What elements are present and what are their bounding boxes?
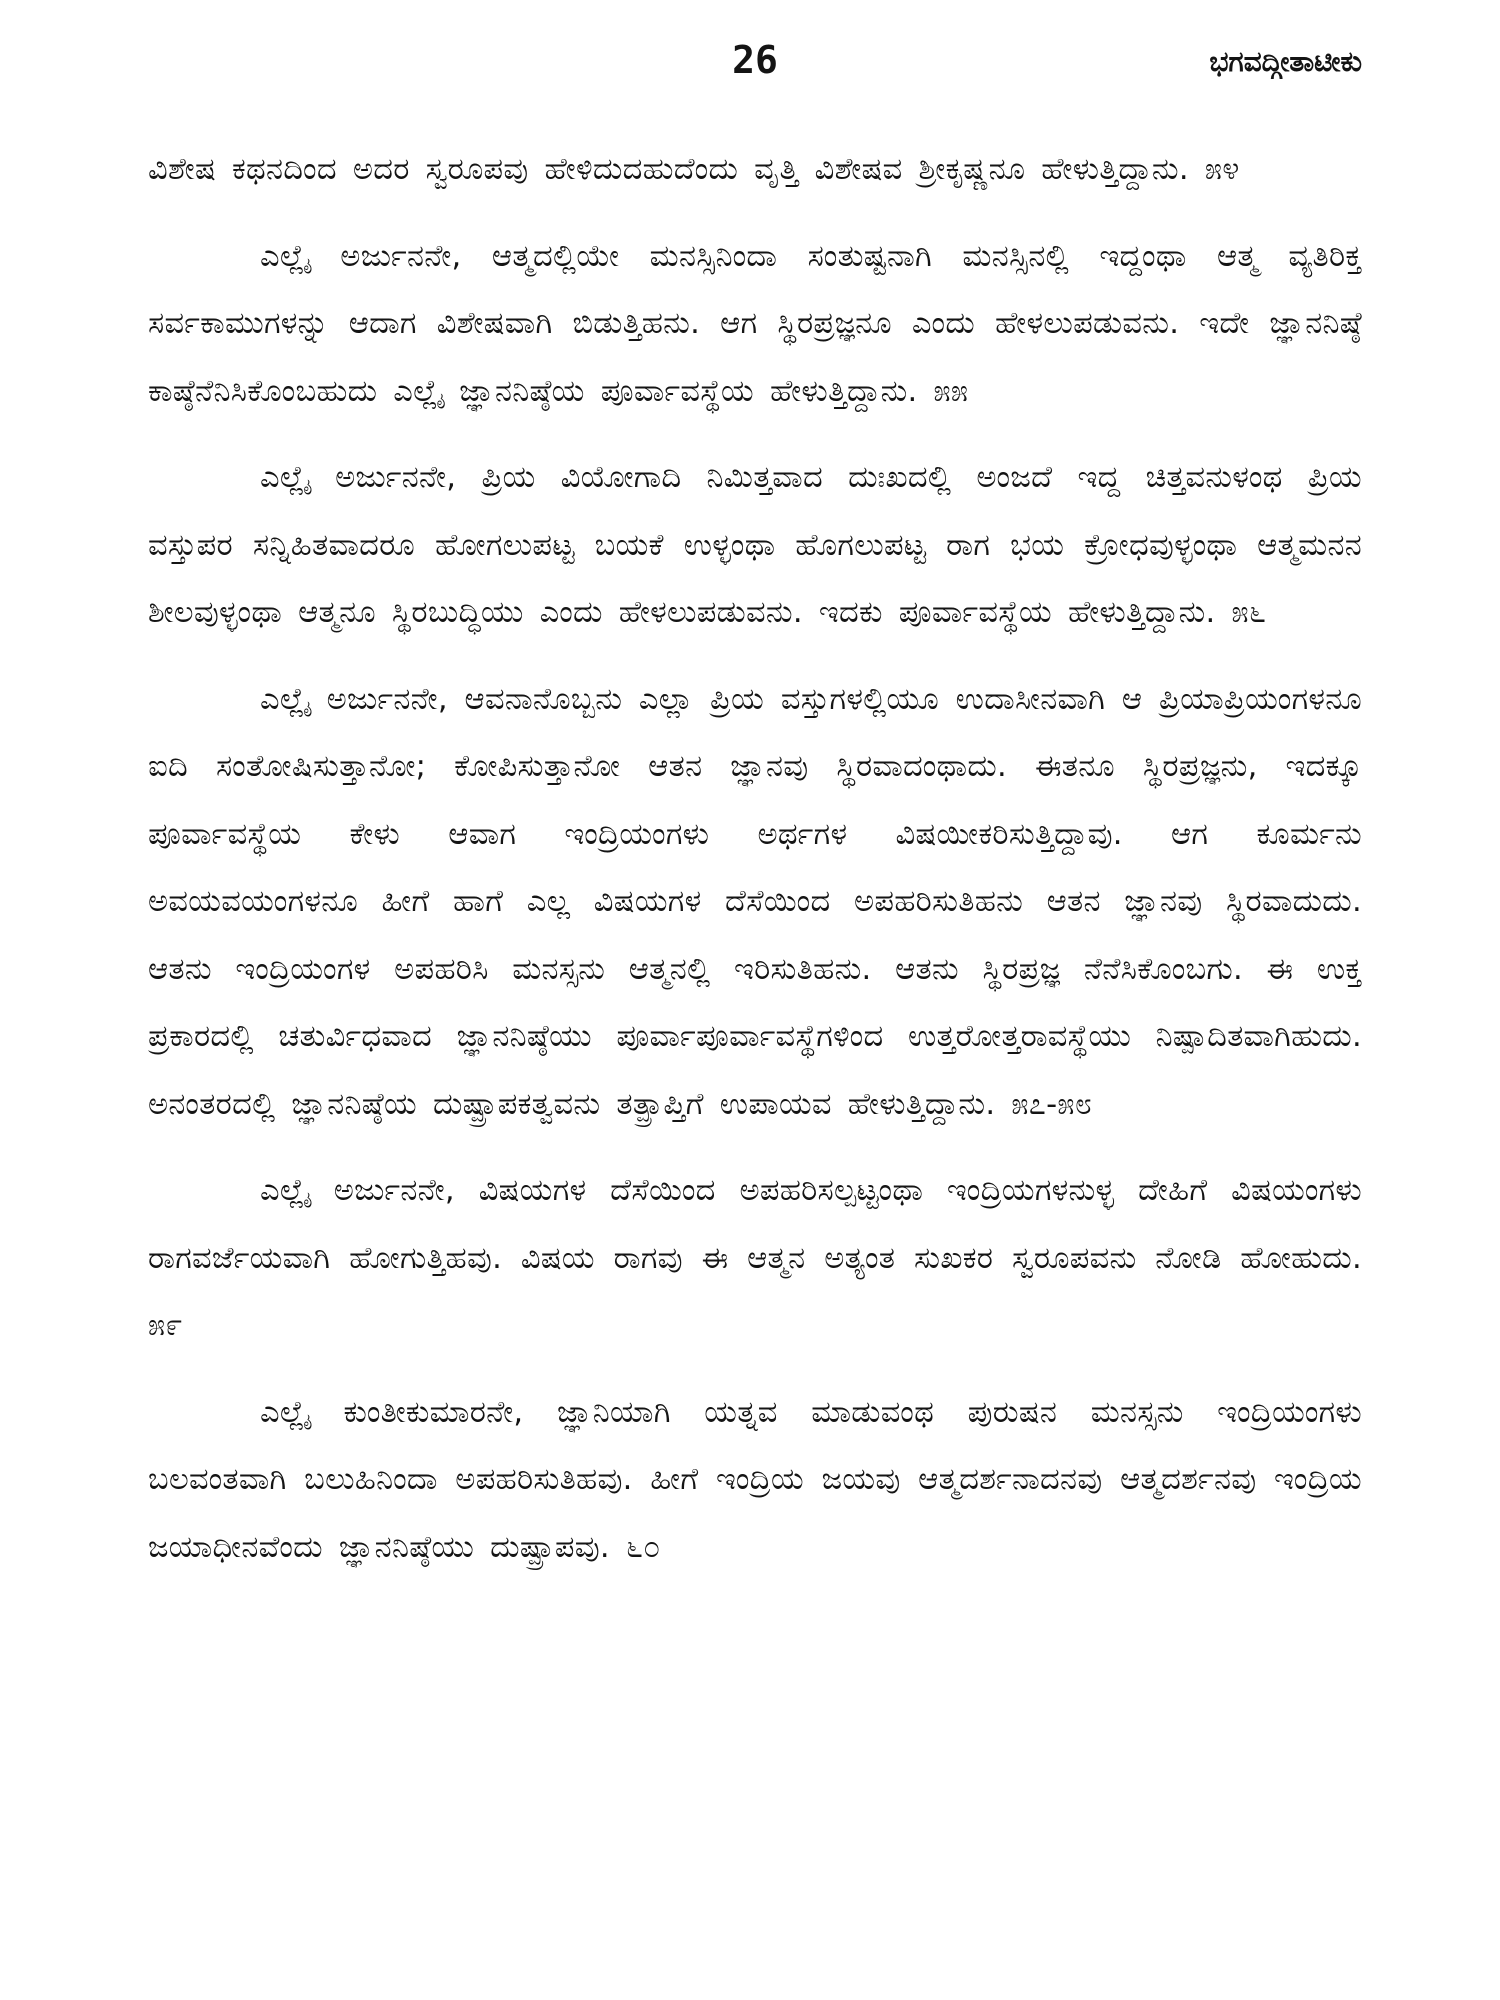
paragraph-5: ಎಲ್ಲೈ ಅರ್ಜುನನೇ, ವಿಷಯಗಳ ದೆಸೆಯಿಂದ ಅಪಹರಿಸಲ್ಪಟ್ಟಂಥಾ ಇಂದ್ರಿಯಗಳನುಳ್ಳ ದೇಹಿಗೆ ವಿಷಯಂಗಳು ರಾಗವರ್ಜೆಯವಾಗಿ ಹೋಗುತ್ತಿಹವು. ವಿಷಯ ರಾಗವು ಈ ಆತ್ಮನ ಅತ್ಯಂತ ಸುಖಕರ ಸ್ವರೂಪವನು ನೋಡಿ ಹೋಹುದು. ೫೯ [148,1173,1362,1343]
paragraph-1: ವಿಶೇಷ ಕಥನದಿಂದ ಅದರ ಸ್ವರೂಪವು ಹೇಳಿದುದಹುದೆಂದು ವೃತ್ತಿ ವಿಶೇಷವ ಶ್ರೀಕೃಷ್ಣನೂ ಹೇಳುತ್ತಿದ್ದಾನು. ೫೪ [148,152,1240,187]
paragraph-2: ಎಲ್ಲೈ ಅರ್ಜುನನೇ, ಆತ್ಮದಲ್ಲಿಯೇ ಮನಸ್ಸಿನಿಂದಾ ಸಂತುಷ್ಟನಾಗಿ ಮನಸ್ಸಿನಲ್ಲಿ ಇದ್ದಂಥಾ ಆತ್ಮ ವ್ಯತಿರಿಕ್ತ ಸರ್ವಕಾಮುಗಳನ್ನು ಆದಾಗ ವಿಶೇಷವಾಗಿ ಬಿಡುತ್ತಿಹನು. ಆಗ ಸ್ಥಿರಪ್ರಜ್ಞನೂ ಎಂದು ಹೇಳಲುಪಡುವನು. ಇದೇ ಜ್ಞಾನನಿಷ್ಠೆ ಕಾಷ್ಠೆನೆನಿಸಿಕೊಂಬಹುದು ಎಲ್ಲೈ ಜ್ಞಾನನಿಷ್ಠೆಯ ಪೂರ್ವಾವಸ್ಥೆಯ ಹೇಳುತ್ತಿದ್ದಾನು. ೫೫ [148,238,1362,409]
paragraph-4: ಎಲ್ಲೈ ಅರ್ಜುನನೇ, ಆವನಾನೊಬ್ಬನು ಎಲ್ಲಾ ಪ್ರಿಯ ವಸ್ತುಗಳಲ್ಲಿಯೂ ಉದಾಸೀನವಾಗಿ ಆ ಪ್ರಿಯಾಪ್ರಿಯಂಗಳನೂ ಐದಿ ಸಂತೋಷಿಸುತ್ತಾನೋ; ಕೋಪಿಸುತ್ತಾನೋ ಆತನ ಜ್ಞಾನವು ಸ್ಥಿರವಾದಂಥಾದು. ಈತನೂ ಸ್ಥಿರಪ್ರಜ್ಞನು, ಇದಕ್ಕೂ ಪೂರ್ವಾವಸ್ಥೆಯ ಕೇಳು ಆವಾಗ ಇಂದ್ರಿಯಂಗಳು ಅರ್ಥಗಳ ವಿಷಯೀಕರಿಸುತ್ತಿದ್ದಾವು. ಆಗ ಕೂರ್ಮನು ಅವಯವಯಂಗಳನೂ ಹೀಗೆ ಹಾಗೆ ಎಲ್ಲ ವಿಷಯಗಳ ದೆಸೆಯಿಂದ ಅಪಹರಿಸುತಿಹನು ಆತನ ಜ್ಞಾನವು ಸ್ಥಿರವಾದುದು. ಆತನು ಇಂದ್ರಿಯಂಗಳ ಅಪಹರಿಸಿ ಮನಸ್ಸನು ಆತ್ಮನಲ್ಲಿ ಇರಿಸುತಿಹನು. ಆತನು ಸ್ಥಿರಪ್ರಜ್ಞ ನೆನೆಸಿಕೊಂಬಗು. ಈ ಉಕ್ತ ಪ್ರಕಾರದಲ್ಲಿ ಚತುರ್ವಿಧವಾದ ಜ್ಞಾನನಿಷ್ಠೆಯು ಪೂರ್ವಾಪೂರ್ವಾವಸ್ಥೆಗಳಿಂದ ಉತ್ತರೋತ್ತರಾವಸ್ಥೆಯು ನಿಷ್ಪಾದಿತವಾಗಿಹುದು. ಅನಂತರದಲ್ಲಿ ಜ್ಞಾನನಿಷ್ಠೆಯ ದುಷ್ಪ್ರಾಪಕತ್ವವನು ತತ್ಪ್ರಾಪ್ತಿಗೆ ಉಪಾಯವ ಹೇಳುತ್ತಿದ್ದಾನು. ೫೭-೫೮ [148,681,1362,1122]
paragraph-6: ಎಲ್ಲೈ ಕುಂತೀಕುಮಾರನೇ, ಜ್ಞಾನಿಯಾಗಿ ಯತ್ನವ ಮಾಡುವಂಥ ಪುರುಷನ ಮನಸ್ಸನು ಇಂದ್ರಿಯಂಗಳು ಬಲವಂತವಾಗಿ ಬಲುಹಿನಿಂದಾ ಅಪಹರಿಸುತಿಹವು. ಹೀಗೆ ಇಂದ್ರಿಯ ಜಯವು ಆತ್ಮದರ್ಶನಾದನವು ಆತ್ಮದರ್ಶನವು ಇಂದ್ರಿಯ ಜಯಾಧೀನವೆಂದು ಜ್ಞಾನನಿಷ್ಠೆಯು ದುಷ್ಪ್ರಾಪವು. ೬೦ [148,1394,1362,1565]
paragraph-3: ಎಲ್ಲೈ ಅರ್ಜುನನೇ, ಪ್ರಿಯ ವಿಯೋಗಾದಿ ನಿಮಿತ್ತವಾದ ದುಃಖದಲ್ಲಿ ಅಂಜದೆ ಇದ್ದ ಚಿತ್ತವನುಳಂಥ ಪ್ರಿಯ ವಸ್ತುಪರ ಸನ್ನಿಹಿತವಾದರೂ ಹೋಗಲುಪಟ್ಟ ಬಯಕೆ ಉಳ್ಳಂಥಾ ಹೊಗಲುಪಟ್ಟ ರಾಗ ಭಯ ಕ್ರೋಧವುಳ್ಳಂಥಾ ಆತ್ಮಮನನ ಶೀಲವುಳ್ಳಂಥಾ ಆತ್ಮನೂ ಸ್ಥಿರಬುದ್ಧಿಯು ಎಂದು ಹೇಳಲುಪಡುವನು. ಇದಕು ಪೂರ್ವಾವಸ್ಥೆಯ ಹೇಳುತ್ತಿದ್ದಾನು. ೫೬ [148,460,1362,630]
page-number: 26 [732,38,778,82]
running-title: ಭಗವದ್ಗೀತಾಟೀಕು [1209,45,1362,78]
body-text [148,136,1362,1600]
